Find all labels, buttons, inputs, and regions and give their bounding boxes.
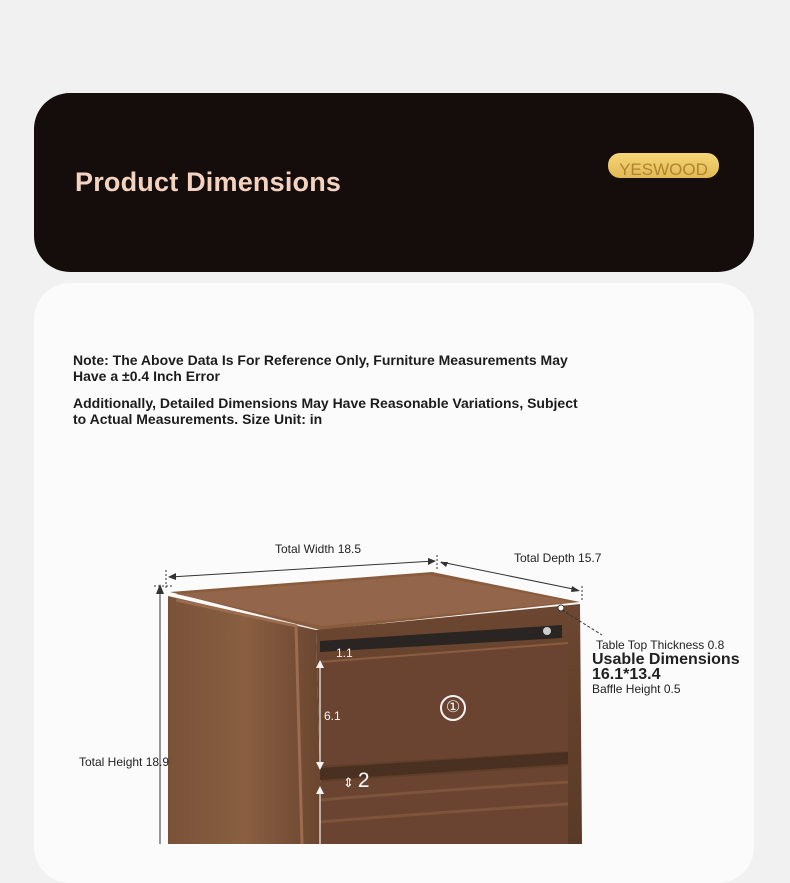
- reference-note: Note: The Above Data Is For Reference Only, Furniture Measurements May Have a ±0.4 Inch Error: [73, 352, 568, 384]
- total-depth-label: Total Depth 15.7: [514, 551, 602, 565]
- power-button: [543, 627, 551, 635]
- drawer-gap-marker: [343, 769, 370, 793]
- table-top-thickness-label: Table Top Thickness 0.8: [596, 638, 725, 652]
- brand-logo-badge: YESWOOD: [608, 153, 719, 178]
- variation-note: Additionally, Detailed Dimensions May Have Reasonable Variations, Subject to Actual Measurements. Size Unit: in: [73, 395, 578, 427]
- drawer-gap-label: 2: [357, 769, 370, 792]
- usable-dimensions-value: 16.1*13.4: [592, 666, 661, 683]
- total-height-label: Total Height 18.9: [79, 755, 170, 769]
- gap-top-label: 1.1: [336, 646, 353, 660]
- usable-dimensions: [592, 652, 740, 682]
- baffle-height-label: Baffle Height 0.5: [592, 682, 681, 696]
- updown-arrow-icon: ⇕: [343, 775, 354, 790]
- usable-dimensions-title: Usable Dimensions: [592, 651, 740, 668]
- page-title: Product Dimensions: [75, 167, 342, 197]
- drawer-height-label: 6.1: [324, 709, 341, 723]
- total-width-label: Total Width 18.5: [275, 542, 362, 556]
- drawer-number-badge: ①: [440, 695, 466, 721]
